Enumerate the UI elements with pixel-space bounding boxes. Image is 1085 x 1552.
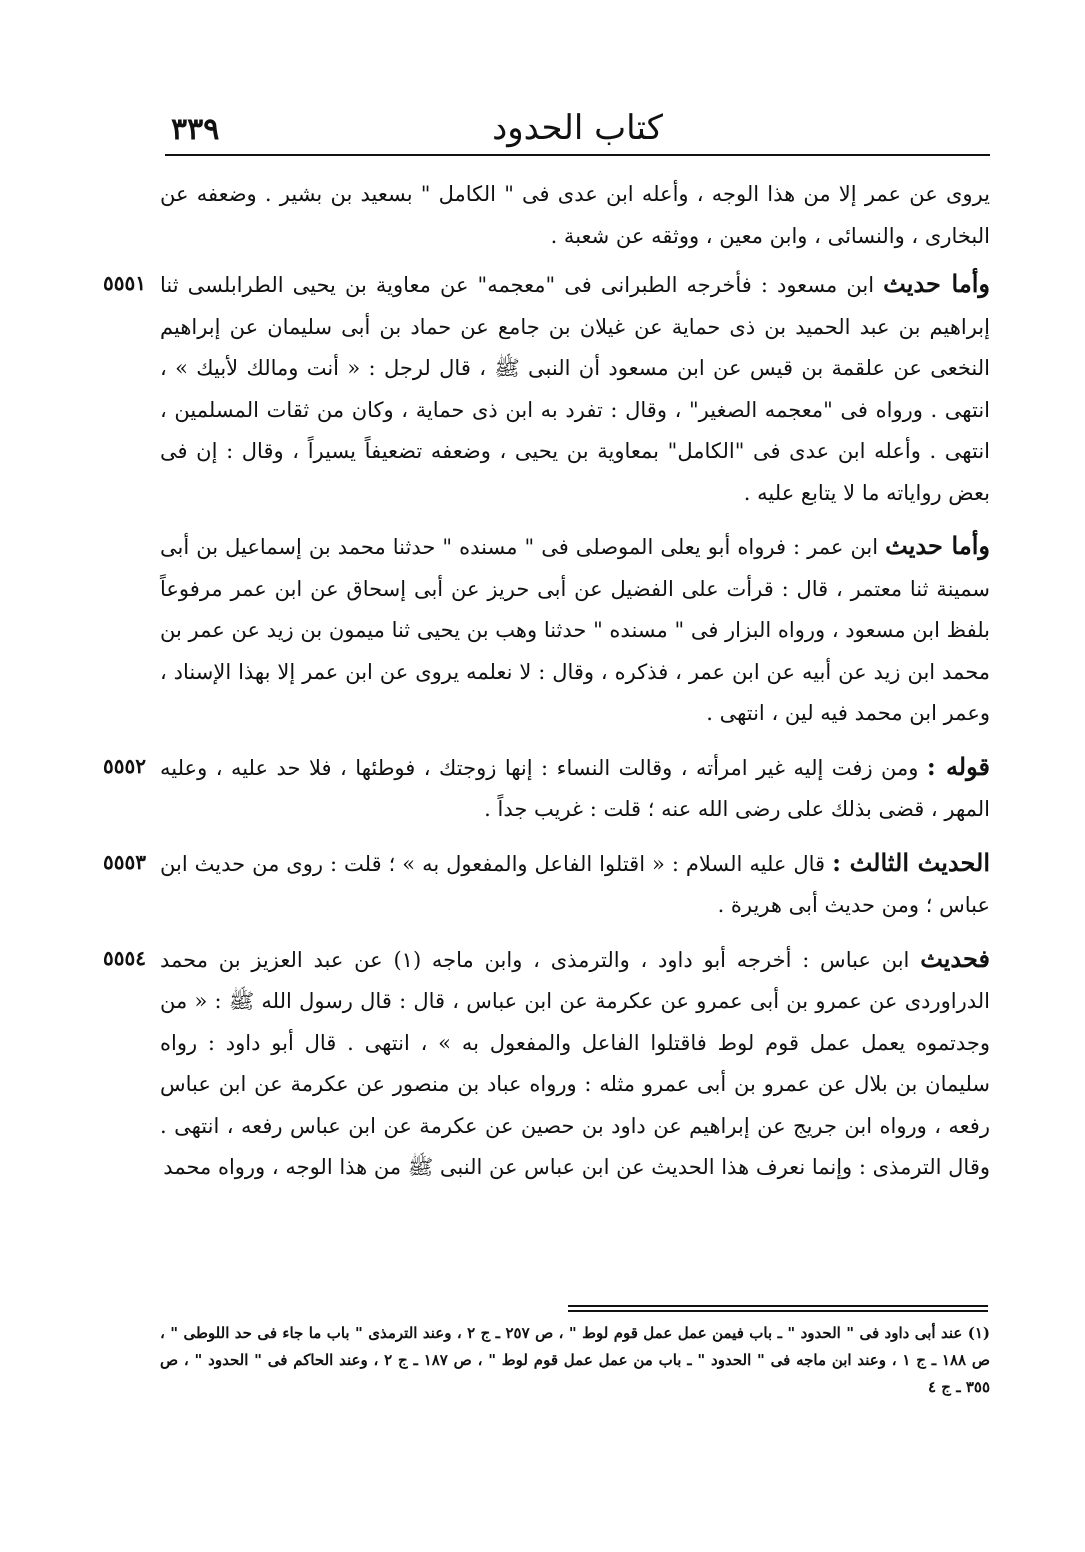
running-title: كتاب الحدود — [492, 108, 663, 148]
paragraph-text: ابن عمر : فرواه أبو يعلى الموصلى فى " مسنده " حدثنا محمد بن إسماعيل بن أبى سمينة ثنا معتمر ، قال : قرأت على الفضيل عن أبى حريز عن أبى إسحاق عن ابن عمر مرفوعاً بلفظ ابن مسعود ، ورواه البزار فى " مسنده " حدثنا وهب بن يحيى ثنا ميمون بن زيد عن عمر بن محمد ابن زيد عن أبيه عن ابن عمر ، فذكره ، وقال : لا نعلمه يروى عن ابن عمر إلا بهذا الإسناد ، وعمر ابن محمد فيه لين ، انتهى . — [160, 535, 990, 725]
paragraph-2 — [103, 263, 990, 514]
footnote-rule — [568, 1310, 988, 1312]
paragraph-6 — [103, 938, 990, 1189]
paragraph-1 — [160, 172, 990, 257]
hadith-number: ٥٥٥٤ — [103, 945, 146, 970]
paragraph-text: ابن مسعود : فأخرجه الطبرانى فى "معجمه" عن معاوية بن يحيى الطرابلسى ثنا إبراهيم بن عبد الحميد بن ذى حماية عن غيلان بن جامع عن حماد بن أبى سليمان عن إبراهيم النخعى عن علقمة بن قيس عن ابن مسعود أن النبى ﷺ ، قال لرجل : « أنت ومالك لأبيك » ، انتهى . ورواه فى "معجمه الصغير" ، وقال : تفرد به ابن ذى حماية ، وكان من ثقات المسلمين ، انتهى . وأعله ابن عدى فى "الكامل" بمعاوية بن يحيى ، وضعفه تضعيفاً يسيراً ، وقال : إن فى بعض رواياته ما لا يتابع عليه . — [160, 273, 990, 505]
paragraph-5 — [103, 842, 990, 927]
paragraph-lead: الحديث الثالث : — [832, 847, 990, 877]
hadith-number: ٥٥٥١ — [103, 271, 146, 295]
main-text — [103, 172, 990, 1200]
paragraph-text: ومن زفت إليه غير امرأته ، وقالت النساء : إنها زوجتك ، فوطئها ، فلا حد عليه ، وعليه المهر ، قضى بذلك على رضى الله عنه ؛ قلت : غريب جداً . — [160, 755, 990, 821]
page-header — [165, 100, 990, 150]
page-number: ٣٣٩ — [171, 112, 220, 147]
paragraph-lead: وأما حديث — [885, 531, 990, 560]
hadith-number: ٥٥٥٣ — [103, 849, 146, 874]
header-rule — [165, 154, 990, 156]
paragraph-lead: فحديث — [920, 943, 990, 973]
paragraph-text: ابن عباس : أخرجه أبو داود ، والترمذى ، وابن ماجه (١) عن عبد العزيز بن محمد الدراوردى عن عمرو بن أبى عمرو عن عكرمة عن ابن عباس ، قال : قال رسول الله ﷺ : « من وجدتموه يعمل عمل قوم لوط فاقتلوا الفاعل والمفعول به » ، انتهى . قال أبو داود : رواه سليمان بن بلال عن عمرو بن أبى عمرو مثله : ورواه عباد بن منصور عن عكرمة عن ابن عباس رفعه ، ورواه ابن جريج عن إبراهيم عن داود بن حصين عن عكرمة عن ابن عباس رفعه ، انتهى . وقال الترمذى : وإنما نعرف هذا الحديث عن ابن عباس عن النبى ﷺ من هذا الوجه ، ورواه محمد — [160, 947, 990, 1179]
footnote-rule — [568, 1305, 988, 1307]
paragraph-text: قال عليه السلام : « اقتلوا الفاعل والمفعول به » ؛ قلت : روى من حديث ابن عباس ؛ ومن حديث أبى هريرة . — [160, 851, 990, 917]
hadith-number: ٥٥٥٢ — [103, 753, 146, 778]
paragraph-text: يروى عن عمر إلا من هذا الوجه ، وأعله ابن عدى فى " الكامل " بسعيد بن بشير . وضعفه عن البخارى ، والنسائى ، وابن معين ، ووثقه عن شعبة . — [160, 182, 990, 248]
paragraph-3 — [160, 525, 990, 735]
paragraph-lead: قوله : — [926, 751, 990, 781]
paragraph-4 — [103, 746, 990, 831]
footnote: (١) عند أبى داود فى " الحدود " ـ باب فيمن عمل عمل قوم لوط " ، ص ٢٥٧ ـ ج ٢ ، وعند الترمذى " باب ما جاء فى حد اللوطى " ، ص ١٨٨ ـ ج ١ ، وعند ابن ماجه فى " الحدود " ـ باب من عمل عمل قوم لوط " ، ص ١٨٧ ـ ج ٢ ، وعند الحاكم فى " الحدود " ، ص ٣٥٥ ـ ج ٤ — [160, 1324, 991, 1396]
paragraph-lead: وأما حديث — [883, 269, 990, 298]
